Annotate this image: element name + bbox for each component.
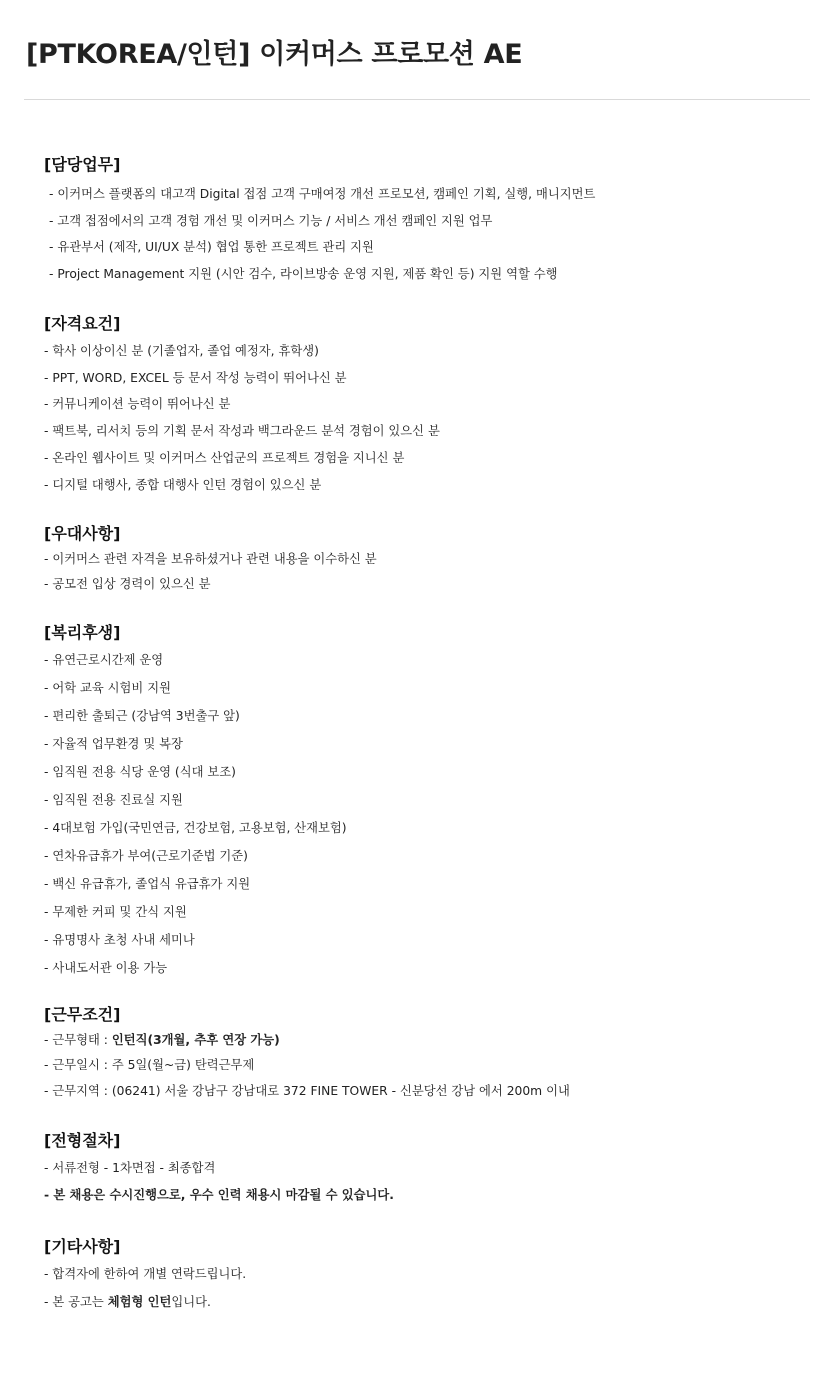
list-item: - 연차유급휴가 부여(근로기준법 기준) [44,848,248,863]
section-heading-duties: [담당업무] [44,155,121,174]
title-divider [24,99,810,100]
section-duties [44,152,804,288]
process-steps: - 서류전형 - 1차면접 - 최종합격 [44,1160,216,1175]
section-benefits [44,620,804,982]
list-item: - 편리한 출퇴근 (강남역 3번출구 앞) [44,708,240,723]
list-item: - 커뮤니케이션 능력이 뛰어나신 분 [44,397,231,412]
list-item: - PPT, WORD, EXCEL 등 문서 작성 능력이 뛰어나신 분 [44,370,347,385]
list-item: - 임직원 전용 진료실 지원 [44,792,183,807]
list-item: - 학사 이상이신 분 (기졸업자, 졸업 예정자, 휴학생) [44,343,319,358]
section-process [44,1128,804,1210]
page-title: [PTKOREA/인턴] 이커머스 프로모션 AE [26,39,523,70]
section-heading-benefits: [복리후생] [44,622,121,642]
section-heading-work-conditions: [근무조건] [44,1004,121,1024]
list-item: - 고객 접점에서의 고객 경험 개선 및 이커머스 기능 / 서비스 개선 캠페인 지원 업무 [49,213,493,228]
work-location: - 근무지역 : (06241) 서울 강남구 강남대로 372 FINE TOWER - 신분당선 강남 에서 200m 이내 [44,1083,570,1098]
section-preferred [44,521,804,598]
list-item: - 자율적 업무환경 및 복장 [44,736,183,751]
contact-notice: - 합격자에 한하여 개별 연락드립니다. [44,1266,247,1281]
section-qualifications [44,311,804,499]
list-item: - 유연근로시간제 운영 [44,652,164,667]
list-item: - 유관부서 (제작, UI/UX 분석) 협업 통한 프로젝트 관리 지원 [49,240,374,255]
section-work-conditions [44,1002,804,1105]
section-heading-other: [기타사항] [44,1236,121,1256]
list-item: - 팩트북, 리서치 등의 기획 문서 작성과 백그라운드 분석 경험이 있으신 분 [44,424,440,439]
list-item: - 사내도서관 이용 가능 [44,960,168,975]
posting-prefix: - 본 공고는 [44,1294,108,1309]
posting-suffix: 입니다. [171,1294,211,1309]
section-heading-qualifications: [자격요건] [44,313,121,333]
section-other [44,1234,804,1316]
list-item: - 어학 교육 시험비 지원 [44,680,171,695]
list-item: - 무제한 커피 및 간식 지원 [44,904,187,919]
list-item: - 공모전 입상 경력이 있으신 분 [44,577,211,592]
work-type-value: 인턴직(3개월, 추후 연장 가능) [111,1032,280,1047]
list-item: - 디지털 대행사, 종합 대행사 인턴 경험이 있으신 분 [44,477,322,492]
list-item: - 온라인 웹사이트 및 이커머스 산업군의 프로젝트 경험을 지니신 분 [44,450,405,465]
list-item: - 이커머스 플랫폼의 대고객 Digital 접점 고객 구매여정 개선 프로모션, 캠페인 기획, 실행, 매니지먼트 [49,187,596,201]
list-item: - Project Management 지원 (시안 검수, 라이브방송 운영 지원, 제품 확인 등) 지원 역할 수행 [49,267,558,282]
section-heading-process: [전형절차] [44,1130,121,1150]
work-type-label: - 근무형태 : [44,1032,112,1047]
list-item: - 백신 유급휴가, 졸업식 유급휴가 지원 [44,876,251,891]
list-item: - 이커머스 관련 자격을 보유하셨거나 관련 내용을 이수하신 분 [44,551,377,566]
work-schedule: - 근무일시 : 주 5일(월~금) 탄력근무제 [44,1058,255,1073]
process-notice: - 본 채용은 수시진행으로, 우수 인력 채용시 마감될 수 있습니다. [44,1188,394,1203]
list-item: - 유명명사 초청 사내 세미나 [44,932,195,947]
list-item: - 임직원 전용 식당 운영 (식대 보조) [44,764,236,779]
list-item: - 4대보험 가입(국민연금, 건강보험, 고용보험, 산재보험) [44,820,347,835]
work-type [44,1028,804,1054]
job-description [44,152,804,1316]
posting-type: 체험형 인턴 [107,1294,172,1309]
posting-notice [44,1288,804,1316]
section-heading-preferred: [우대사항] [44,523,121,543]
